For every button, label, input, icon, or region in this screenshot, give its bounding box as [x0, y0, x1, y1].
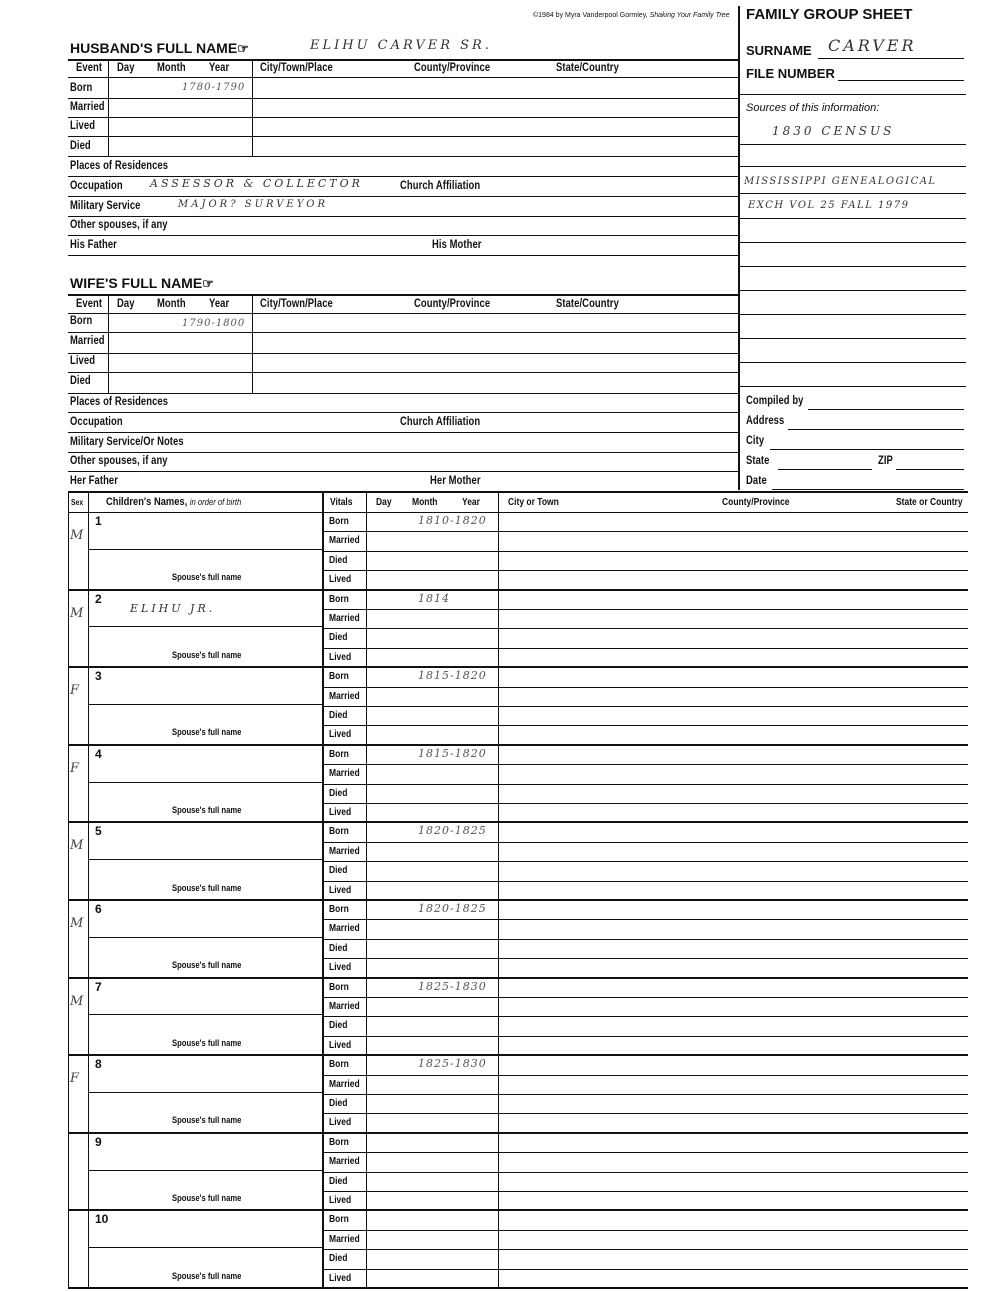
c-hdr-city: City or Town	[508, 497, 559, 508]
child-number: 5	[95, 824, 102, 839]
child-vital-label: Lived	[329, 962, 352, 974]
surname-value: CARVER	[828, 36, 917, 55]
surname-label: SURNAME	[746, 43, 812, 58]
h-church-label: Church Affiliation	[400, 180, 481, 192]
child-sex: F	[70, 1071, 80, 1087]
h-other-spouses-label: Other spouses, if any	[70, 219, 168, 231]
husband-heading-text: HUSBAND'S FULL NAME	[70, 40, 238, 56]
rule	[68, 313, 738, 314]
rule	[68, 255, 738, 256]
child-vital-label: Married	[329, 768, 360, 780]
rule	[68, 332, 738, 333]
child-born-year: 1810-1820	[418, 514, 487, 527]
address-line[interactable]	[788, 429, 964, 430]
child-vital-label: Lived	[329, 884, 352, 896]
file-number-line[interactable]	[838, 80, 964, 81]
w-hdr-year: Year	[209, 298, 230, 310]
child-vital-label: Lived	[329, 1039, 352, 1051]
h-hdr-day: Day	[117, 62, 135, 74]
child-vital-label: Married	[329, 845, 360, 857]
child-vital-label: Born	[329, 671, 349, 683]
vital-row-rule	[322, 764, 968, 765]
source-line	[740, 362, 966, 363]
spouse-label: Spouse's full name	[172, 727, 242, 738]
rule	[68, 117, 738, 118]
copyright-text: ©1984 by Myra Vanderpool Gormley,	[533, 12, 650, 19]
vital-row-rule	[322, 842, 968, 843]
vital-row-rule	[322, 1269, 968, 1270]
child-sex: M	[70, 993, 84, 1009]
rule	[68, 393, 738, 394]
child-vital-label: Married	[329, 535, 360, 547]
c-hdr-county: County/Province	[722, 497, 790, 508]
children-left-edge	[68, 491, 69, 1287]
c-hdr-names-note: in order of birth	[189, 497, 242, 507]
his-father-label: His Father	[70, 239, 117, 251]
copyright-notice	[533, 12, 729, 19]
rule	[68, 196, 738, 197]
wife-heading-text: WIFE'S FULL NAME	[70, 275, 203, 291]
spouse-label: Spouse's full name	[172, 1270, 242, 1281]
year-col-rule	[498, 491, 499, 1287]
wife-top-rule	[68, 294, 738, 296]
vital-row-rule	[322, 551, 968, 552]
child-number: 10	[95, 1212, 109, 1227]
vital-row-rule	[322, 1172, 968, 1173]
source-line	[740, 242, 966, 243]
child-vital-label: Born	[329, 516, 349, 527]
child-vital-label: Lived	[329, 651, 352, 663]
child-vital-label: Lived	[329, 1117, 352, 1129]
child-vital-label: Born	[329, 1136, 349, 1148]
city-label: City	[746, 435, 765, 447]
spouse-label: Spouse's full name	[172, 882, 242, 893]
child-born-year: 1820-1825	[418, 902, 487, 915]
child-block-rule	[68, 1287, 968, 1289]
vital-row-rule	[322, 1230, 968, 1231]
spouse-label: Spouse's full name	[172, 649, 242, 660]
wife-heading	[70, 275, 214, 292]
rule	[68, 216, 738, 217]
spouse-label: Spouse's full name	[172, 1037, 242, 1048]
child-block-rule	[68, 821, 968, 823]
source-line	[740, 314, 966, 315]
source-line	[740, 266, 966, 267]
form-title: FAMILY GROUP SHEET	[746, 6, 913, 23]
child-vital-label: Born	[329, 981, 349, 993]
h-born-label: Born	[70, 82, 93, 94]
vital-row-rule	[322, 1094, 968, 1095]
rule	[68, 412, 738, 413]
rule	[68, 353, 738, 354]
child-name: ELIHU JR.	[130, 601, 216, 615]
surname-line[interactable]	[818, 58, 964, 59]
h-hdr-state: State/Country	[556, 62, 619, 74]
vrule	[252, 59, 253, 156]
w-church-label: Church Affiliation	[400, 416, 481, 428]
w-military-label: Military Service/Or Notes	[70, 436, 184, 448]
his-mother-label: His Mother	[432, 239, 482, 251]
child-born-year: 1825-1830	[418, 1057, 487, 1071]
vital-row-rule	[322, 609, 968, 610]
copyright-book: Shaking Your Family Tree	[649, 12, 730, 19]
compiled-by-label: Compiled by	[746, 395, 804, 407]
child-name-divider	[88, 1247, 322, 1248]
vital-row-rule	[322, 1152, 968, 1153]
vital-row-rule	[322, 531, 968, 532]
child-vital-label: Born	[329, 826, 349, 838]
vital-row-rule	[322, 997, 968, 998]
child-vital-label: Born	[329, 1059, 349, 1071]
vrule	[108, 294, 109, 393]
source-line	[740, 144, 966, 145]
child-number: 4	[95, 746, 102, 761]
child-number: 3	[95, 669, 102, 684]
child-number: 1	[95, 514, 102, 528]
child-number: 2	[95, 591, 102, 606]
date-line[interactable]	[772, 489, 964, 490]
vital-row-rule	[322, 648, 968, 649]
spouse-label: Spouse's full name	[172, 572, 242, 583]
husband-top-rule	[68, 59, 738, 61]
rule	[68, 512, 968, 513]
vital-row-rule	[322, 1075, 968, 1076]
right-panel-divider	[738, 6, 740, 490]
child-vital-label: Born	[329, 748, 349, 760]
c-hdr-names	[106, 496, 241, 508]
vital-row-rule	[322, 881, 968, 882]
child-vital-label: Lived	[329, 1195, 352, 1206]
vitals-col-rule	[322, 491, 324, 1287]
w-hdr-month: Month	[157, 298, 186, 310]
h-married-label: Married	[70, 101, 105, 113]
child-vital-label: Married	[329, 613, 360, 624]
child-number: 7	[95, 979, 102, 994]
child-block-rule	[68, 977, 968, 979]
child-sex: M	[70, 605, 84, 621]
vital-row-rule	[322, 1113, 968, 1114]
c-hdr-names-text: Children's Names,	[106, 496, 188, 508]
child-vital-label: Lived	[329, 574, 352, 586]
husband-name-value: ELIHU CARVER SR.	[310, 38, 492, 53]
w-hdr-day: Day	[117, 298, 135, 310]
child-born-year: 1825-1830	[418, 979, 487, 993]
child-vital-label: Born	[329, 904, 349, 915]
child-name-divider	[88, 626, 322, 627]
w-born-label: Born	[70, 315, 93, 327]
child-vital-label: Lived	[329, 729, 352, 741]
child-block-rule	[68, 1054, 968, 1056]
c-hdr-month: Month	[412, 497, 438, 508]
child-vital-label: Died	[329, 1253, 348, 1265]
child-name-divider	[88, 1014, 322, 1015]
child-vital-label: Married	[329, 923, 360, 935]
rule	[68, 136, 738, 137]
zip-label: ZIP	[878, 455, 893, 467]
child-vital-label: Died	[329, 787, 348, 799]
rule	[68, 432, 738, 433]
h-died-label: Died	[70, 140, 91, 152]
child-born-year: 1820-1825	[418, 824, 487, 838]
child-number: 9	[95, 1134, 102, 1149]
child-block-rule	[68, 744, 968, 746]
her-father-label: Her Father	[70, 475, 118, 487]
source-line	[740, 193, 966, 194]
pointing-hand-icon: ☞	[202, 276, 214, 291]
child-vital-label: Died	[329, 1175, 348, 1187]
h-lived-label: Lived	[70, 120, 96, 132]
child-vital-label: Lived	[329, 807, 352, 818]
w-other-spouses-label: Other spouses, if any	[70, 455, 168, 467]
source-line	[740, 338, 966, 339]
h-hdr-event: Event	[76, 62, 103, 74]
child-vital-label: Died	[329, 710, 348, 721]
vital-row-rule	[322, 1016, 968, 1017]
w-residences-label: Places of Residences	[70, 396, 169, 408]
vital-row-rule	[322, 1036, 968, 1037]
child-name-divider	[88, 549, 322, 550]
h-residences-label: Places of Residences	[70, 160, 169, 172]
c-hdr-year: Year	[462, 497, 480, 508]
child-vital-label: Born	[329, 1214, 349, 1226]
spouse-label: Spouse's full name	[172, 960, 242, 971]
rule	[68, 452, 738, 453]
child-vital-label: Died	[329, 1020, 348, 1032]
child-block-rule	[68, 1209, 968, 1211]
date-label: Date	[746, 475, 767, 487]
c-hdr-vitals: Vitals	[330, 497, 353, 508]
w-hdr-state: State/Country	[556, 298, 619, 310]
vital-row-rule	[322, 958, 968, 959]
child-vital-label: Married	[329, 1001, 360, 1012]
h-born-year: 1780-1790	[182, 82, 246, 93]
rule	[68, 471, 738, 472]
vital-row-rule	[322, 1249, 968, 1250]
child-block-rule	[68, 666, 968, 668]
child-born-year: 1815-1820	[418, 746, 487, 760]
c-hdr-state: State or Country	[896, 497, 963, 508]
vital-row-rule	[322, 628, 968, 629]
vital-row-rule	[322, 784, 968, 785]
h-occupation-label: Occupation	[70, 180, 123, 192]
vital-row-rule	[322, 919, 968, 920]
source-line	[740, 166, 966, 167]
h-occupation-value: ASSESSOR & COLLECTOR	[150, 177, 363, 190]
c-hdr-day: Day	[376, 497, 392, 508]
w-hdr-event: Event	[76, 298, 103, 310]
sources-label: Sources of this information:	[746, 102, 880, 114]
child-sex: M	[70, 916, 84, 931]
child-sex: F	[70, 760, 80, 776]
h-hdr-month: Month	[157, 62, 186, 74]
child-block-rule	[68, 899, 968, 901]
rule	[68, 235, 738, 236]
rule	[68, 98, 738, 99]
rule	[68, 77, 738, 78]
vital-row-rule	[322, 687, 968, 688]
w-hdr-city: City/Town/Place	[260, 298, 333, 310]
vital-row-rule	[322, 725, 968, 726]
city-line[interactable]	[770, 449, 964, 450]
child-name-divider	[88, 937, 322, 938]
address-label: Address	[746, 415, 785, 427]
child-block-rule	[68, 1132, 968, 1134]
source-line	[740, 218, 966, 219]
child-sex: M	[70, 528, 84, 543]
child-vital-label: Died	[329, 865, 348, 877]
child-vital-label: Married	[329, 1233, 360, 1245]
zip-line[interactable]	[896, 469, 964, 470]
h-hdr-city: City/Town/Place	[260, 62, 333, 74]
sex-col-rule	[88, 491, 89, 1287]
h-hdr-county: County/Province	[414, 62, 491, 74]
file-number-label: FILE NUMBER	[746, 66, 835, 81]
source-2: MISSISSIPPI GENEALOGICAL	[744, 176, 937, 187]
rule	[68, 156, 738, 157]
vital-row-rule	[322, 570, 968, 571]
source-line	[740, 386, 966, 387]
w-married-label: Married	[70, 335, 105, 347]
child-name-divider	[88, 1170, 322, 1171]
h-hdr-year: Year	[209, 62, 230, 74]
child-number: 8	[95, 1057, 102, 1072]
spouse-label: Spouse's full name	[172, 1115, 242, 1126]
w-born-year: 1790-1800	[182, 318, 246, 329]
child-name-divider	[88, 1092, 322, 1093]
w-died-label: Died	[70, 375, 91, 387]
w-hdr-county: County/Province	[414, 298, 491, 310]
state-line[interactable]	[778, 469, 872, 470]
rule	[68, 372, 738, 373]
child-vital-label: Lived	[329, 1272, 352, 1284]
w-occupation-label: Occupation	[70, 416, 123, 428]
compiled-by-line[interactable]	[808, 409, 964, 410]
child-vital-label: Born	[329, 593, 349, 605]
spouse-label: Spouse's full name	[172, 805, 242, 815]
vital-row-rule	[322, 1191, 968, 1192]
file-divider	[740, 94, 966, 95]
w-lived-label: Lived	[70, 355, 96, 367]
source-1: 1830 CENSUS	[772, 124, 895, 138]
c-hdr-sex: Sex	[71, 498, 84, 507]
her-mother-label: Her Mother	[430, 475, 481, 487]
child-vital-label: Died	[329, 632, 348, 644]
vrule	[252, 294, 253, 393]
child-born-year: 1815-1820	[418, 669, 487, 683]
child-name-divider	[88, 782, 322, 783]
vital-row-rule	[322, 803, 968, 804]
source-3: EXCH VOL 25 FALL 1979	[748, 200, 910, 211]
child-name-divider	[88, 859, 322, 860]
spouse-label: Spouse's full name	[172, 1193, 242, 1203]
day-col-rule	[366, 491, 367, 1287]
vital-row-rule	[322, 861, 968, 862]
state-label: State	[746, 455, 770, 467]
vital-row-rule	[322, 939, 968, 940]
child-vital-label: Died	[329, 554, 348, 566]
h-military-value: MAJOR? SURVEYOR	[178, 199, 329, 210]
child-number: 6	[95, 902, 102, 916]
child-sex: M	[70, 838, 84, 854]
vrule	[108, 59, 109, 156]
child-vital-label: Married	[329, 690, 360, 702]
h-military-label: Military Service	[70, 200, 141, 212]
child-vital-label: Married	[329, 1156, 360, 1168]
child-vital-label: Died	[329, 1098, 348, 1109]
source-line	[740, 290, 966, 291]
husband-heading	[70, 40, 249, 57]
child-name-divider	[88, 704, 322, 705]
child-vital-label: Married	[329, 1078, 360, 1090]
vital-row-rule	[322, 706, 968, 707]
pointing-hand-icon: ☞	[237, 41, 249, 56]
child-vital-label: Died	[329, 942, 348, 954]
children-top-rule	[68, 491, 968, 493]
child-sex: F	[70, 683, 80, 699]
child-block-rule	[68, 589, 968, 591]
child-born-year: 1814	[418, 591, 450, 605]
